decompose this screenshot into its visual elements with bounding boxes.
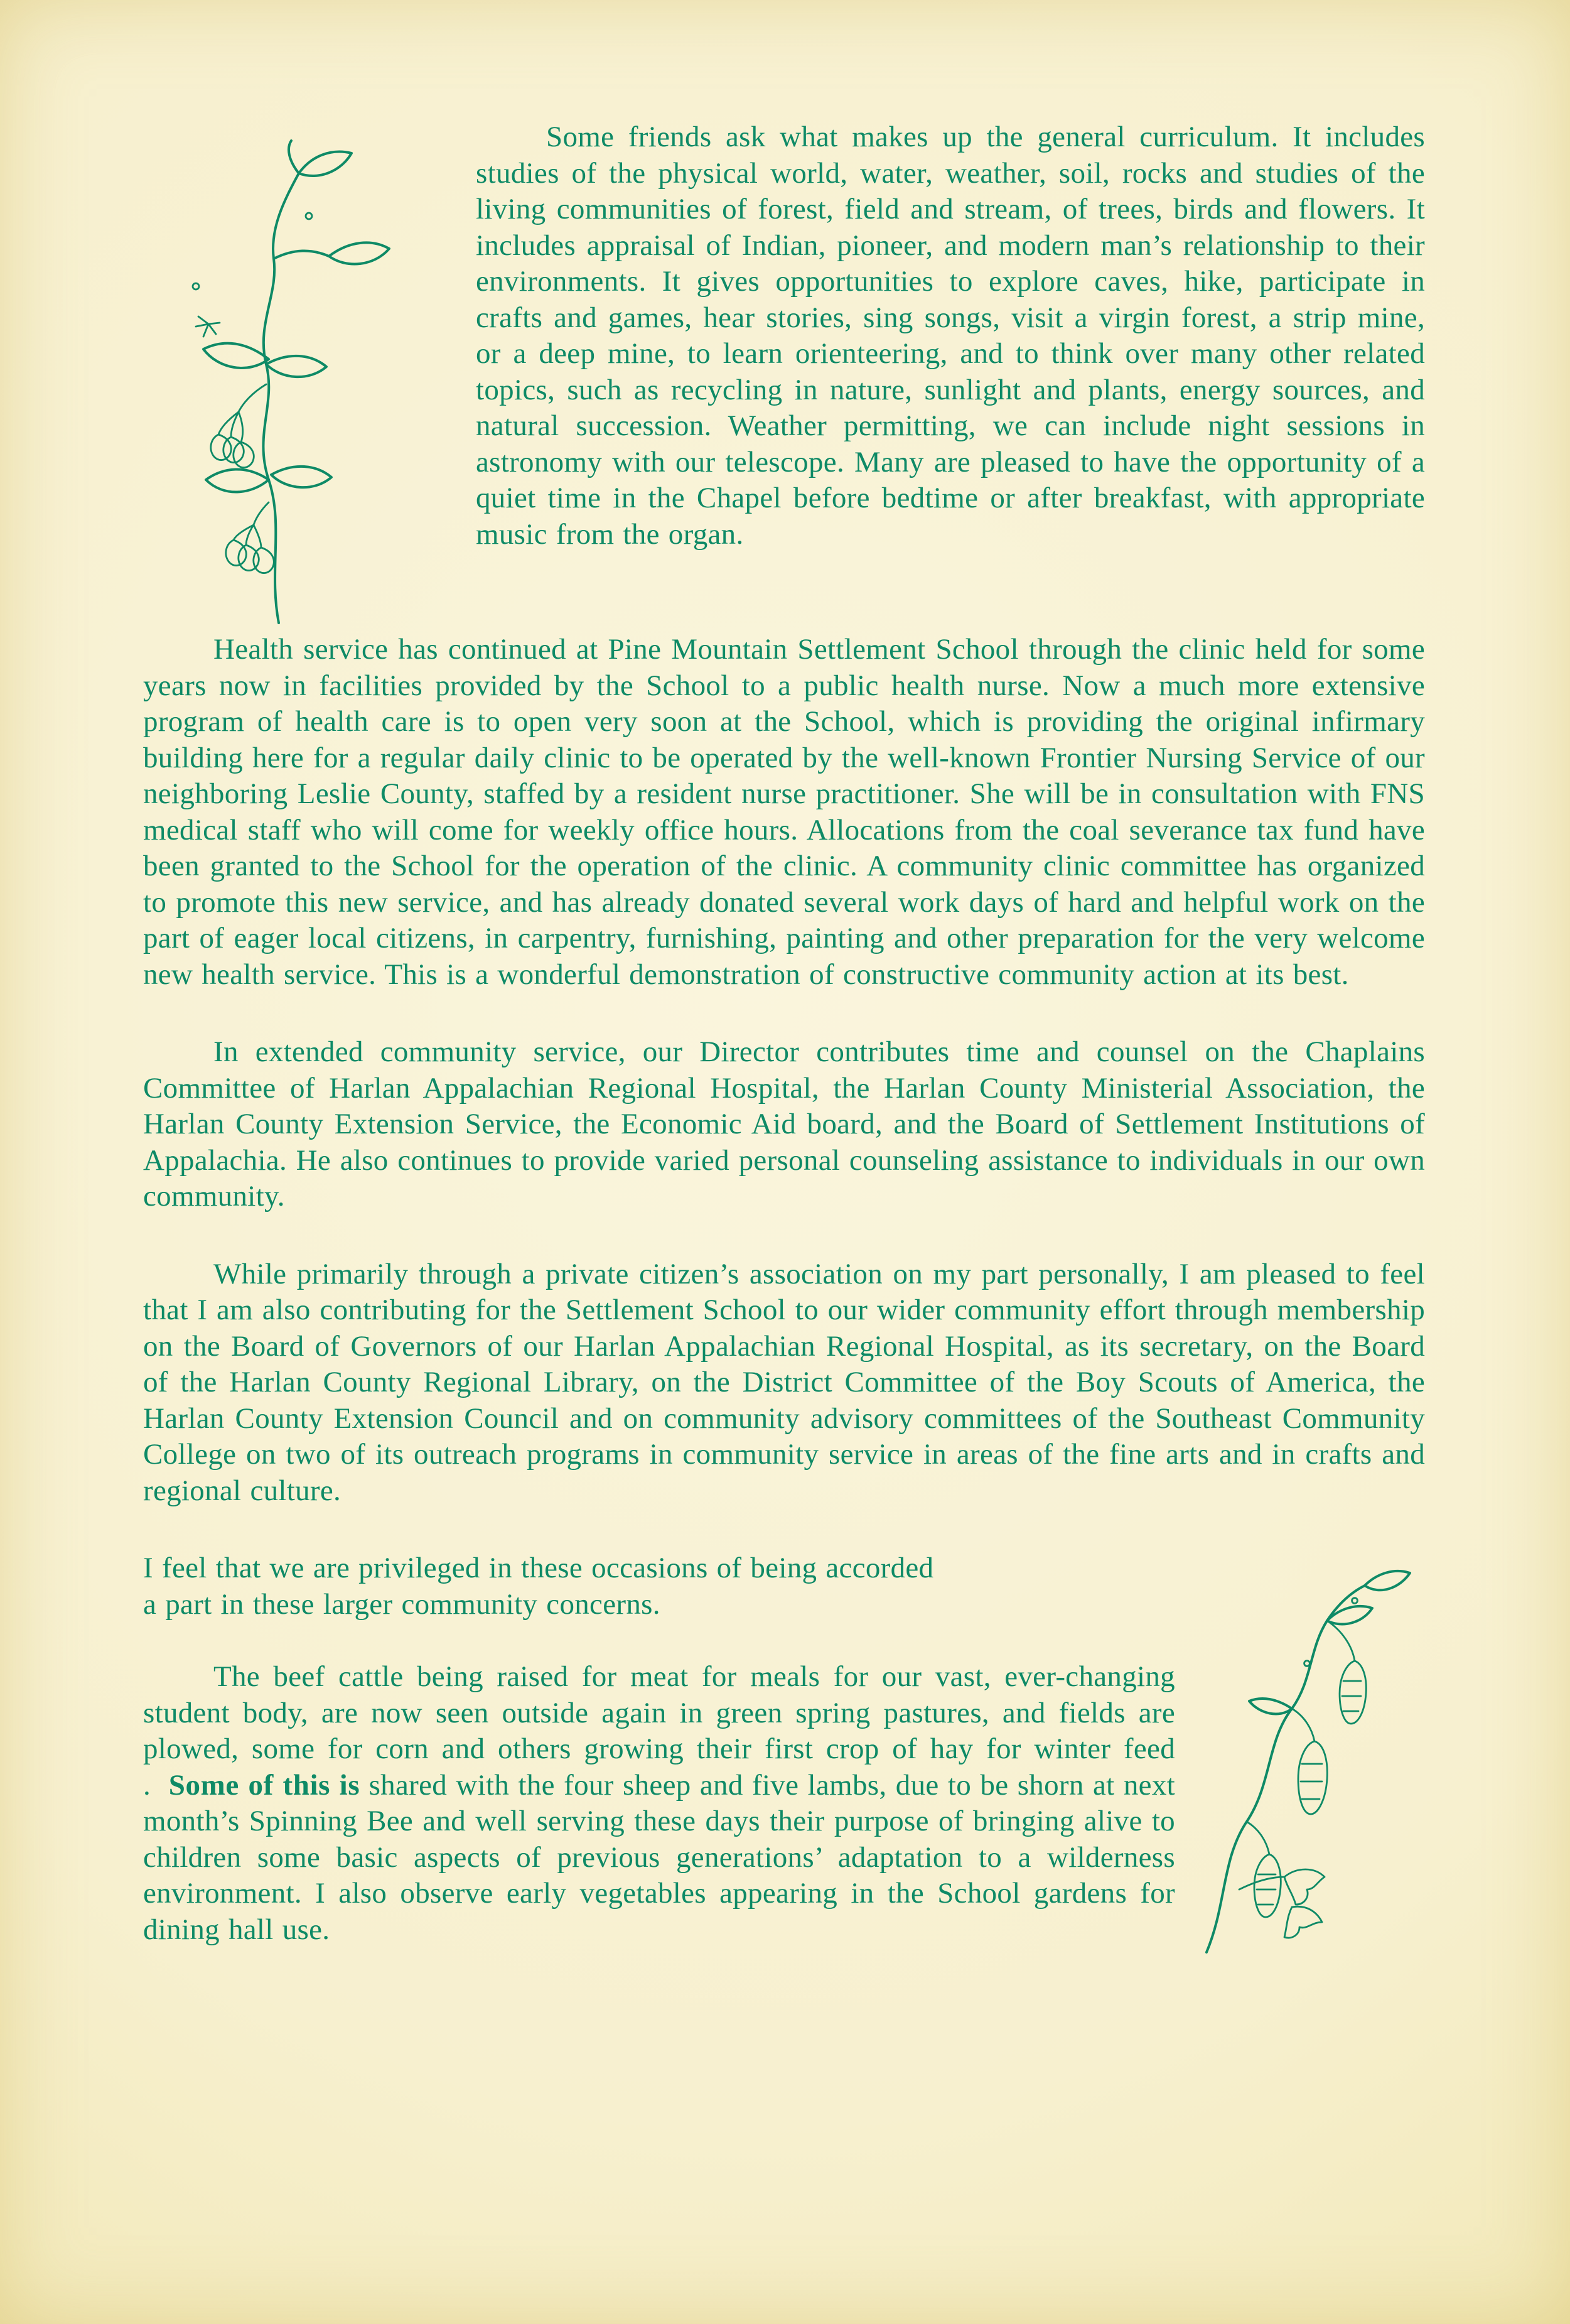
privileged-line-1: I feel that we are privileged in these occasions of being accorded [143, 1552, 934, 1584]
farm-text-before: The beef cattle being raised for meat for meals for our vast, ever-changing student body, are now seen outside again in green spring pastures, and fields are plowed, some for corn and others growing their first crop of hay for winter feed . [143, 1660, 1175, 1802]
paragraph-extended-service: In extended community service, our Director contributes time and counsel on the Chaplains Committee of Harlan Appalachian Regional Hospital, the Harlan County Ministerial Association, the Harlan County Extension Service, the Economic Aid board, and the Board of Settlement Institutions of Appalachia. He also continues to provide varied personal counseling assistance to individuals in our own community. [143, 1035, 1425, 1213]
catkin-branch-illustration [1175, 1659, 1425, 1665]
curriculum-column [476, 119, 1425, 594]
farm-column [143, 1659, 1175, 1989]
catkin-branch-icon [1171, 1543, 1420, 1957]
farm-text-after: shared with the four sheep and five lambs, due to be shorn at next month’s Spinning Bee and well serving these days their purpose of bringing alive to children some basic aspects of previous generations’ adaptation to a wilderness environment. I also observe early vegetables appearing in the School gardens for dining hall use. [143, 1768, 1175, 1946]
flowering-branch-icon [121, 136, 447, 632]
paragraph-curriculum: Some friends ask what makes up the general curriculum. It includes studies of the physical world, water, weather, soil, rocks and studies of the living communities of forest, field and stream, of trees, birds and flowers. It includes appraisal of Indian, pioneer, and modern man’s relationship to their environments. It gives opportunities to explore caves, hike, participate in crafts and games, hear stories, sing songs, visit a virgin forest, a strip mine, or a deep mine, to learn orienteering, and to think over many other related topics, such as recycling in nature, sunlight and plants, energy sources, and natural succession. Weather permitting, we can include night sessions in astronomy with our telescope. Many are pleased to have the opportunity of a quiet time in the Chapel before bedtime or after breakfast, with appropriate music from the organ. [476, 121, 1425, 551]
paragraph-farm [143, 1659, 1175, 1948]
top-section [143, 119, 1425, 632]
farm-bold-phrase: Some of this is [168, 1768, 360, 1802]
page-content [143, 119, 1425, 1989]
paragraph-memberships: While primarily through a private citizen’s association on my part personally, I am pleased to feel that I am also contributing for the Settlement School to our wider community effort through membership on the Board of Governors of our Harlan Appalachian Regional Hospital, as its secretary, on the Board of the Harlan County Regional Library, on the District Committee of the Boy Scouts of America, the Harlan County Extension Council and on community advisory committees of the Southeast Community College on two of its outreach programs in community service in areas of the fine arts and in crafts and regional culture. [143, 1257, 1425, 1507]
privileged-line-2: a part in these larger community concerns. [143, 1587, 660, 1621]
bottom-section [143, 1659, 1425, 1989]
paragraph-health-service: Health service has continued at Pine Mountain Settlement School through the clinic held for some years now in facilities provided by the School to a public health nurse. Now a much more extensive program of health care is to open very soon at the School, which is providing the original infirmary building here for a regular daily clinic to be operated by the well-known Frontier Nursing Service of our neighboring Leslie County, staffed by a resident nurse practitioner. She will be in consultation with FNS medical staff who will come for weekly office hours. Allocations from the coal severance tax fund have been granted to the School for the operation of the clinic. A community clinic committee has organized to promote this new service, and has already donated several work days of hard and helpful work on the part of eager local citizens, in carpentry, furnishing, painting and other preparation for the very welcome new health service. This is a wonderful demonstration of constructive community action at its best. [143, 633, 1425, 991]
flowering-branch-illustration [143, 119, 476, 632]
